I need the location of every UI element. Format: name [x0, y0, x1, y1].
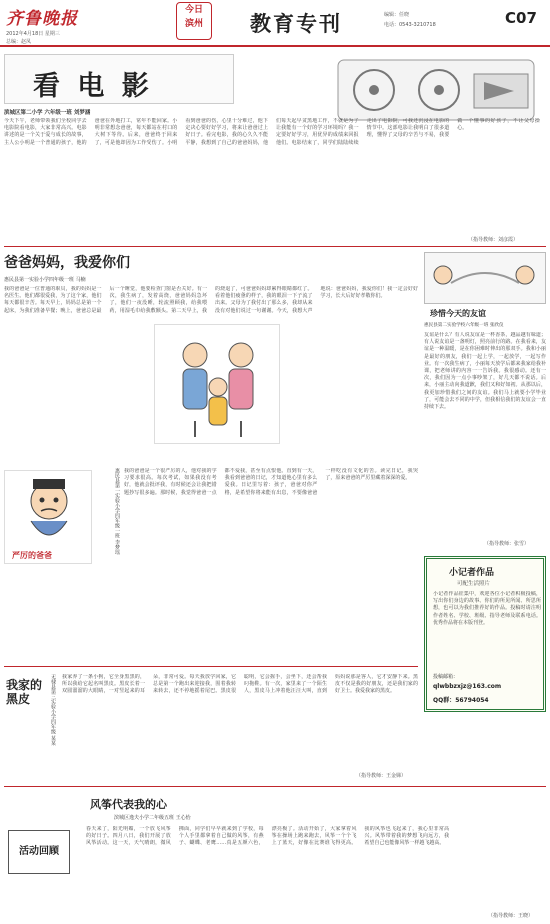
friendship-title: 珍惜今天的友谊 — [430, 309, 486, 318]
editor-right: 编辑：任晓 — [384, 12, 410, 18]
article-black-dog — [4, 670, 418, 782]
activity-review-box — [8, 830, 70, 874]
friendship-header-art — [424, 252, 546, 304]
notice-email[interactable]: qlwbbzxjz@163.com — [433, 683, 502, 690]
notice-qq: QQ群：56794054 — [433, 697, 489, 704]
kite-title: 风筝代表我的心 — [90, 798, 167, 811]
friendship-body: 友谊是什么？有人说友谊是一杯香茶，越品越有味道；有人说友谊是一盏明灯，照亮前行的路。在我看来，友谊是一种温暖，是在你困难时伸出的那双手。我和小丽是最好的朋友，我们一起上学，一起放学，一起写作业。有一次我生病了，小丽每天放学后都来我家给我补课，把老师讲的内容一一告诉我。我很感动。还有一次，我们因为一点小事吵架了，好几天都不说话。后来，小丽主动向我道歉，我们又和好如初。从那以后，我更加珍惜我们之间的友谊。我们马上就要小学毕业了，可能会去不同的中学，但我相信我们的友谊会一直持续下去。 — [424, 332, 546, 411]
strict-dad-body: 我的爸爸是一个很严厉的人，他对我的学习要求很高。每次考试，如果我没有考好，他就会批评我，有时候还会让我把错题抄写很多遍。那时候，我觉得爸爸一点都不爱我，甚至有点恨他。直到有一天，我看到爸爸的日记，才知道他心里有多么爱我。日记里写着：孩子，爸爸对你严格，是希望你将来能有出息，不要像爸爸一样吃没有文化的苦。读完日记，我哭了，原来爸爸的严厉里藏着深深的爱。 — [124, 468, 418, 496]
strict-dad-caption: 严厉的爸爸 — [12, 551, 52, 560]
friendship-column — [424, 252, 546, 552]
movie-title-box — [4, 54, 234, 104]
phone-right: 电话：0543-3210718 — [384, 22, 436, 28]
family-illustration — [154, 324, 280, 444]
paper-logo: 齐鲁晚报 — [6, 9, 78, 29]
kite-teacher-note: （指导教师：王晓） — [488, 913, 534, 919]
activity-review-label: 活动回顾 — [19, 846, 59, 857]
movie-title: 看 电 影 — [33, 71, 153, 102]
notice-title: 小记者作品 — [449, 568, 495, 578]
badge-line2: 滨州 — [184, 19, 203, 29]
dog-teacher-note: （指导教师：王金娣） — [356, 773, 407, 779]
notice-body: 小记者作品征集中，欢迎各位小记者积极投稿，写出你们身边的故事、你们的所见所闻、所思所想，也可以为我们推荐好的作品。投稿时请注明作者姓名、学校、班级、指导老师及联系电话。优秀作品将在本版刊登。 — [433, 591, 541, 626]
masthead-rule — [0, 45, 550, 47]
movie-byline: 滨城区第二小学 六年级一班 刘梦涵 — [4, 110, 91, 116]
divider-3 — [4, 786, 546, 787]
kite-byline: 滨城区逸夫小学二年级五班 王心怡 — [114, 815, 191, 821]
notice-box — [424, 556, 546, 712]
kite-body: 春天来了，阳光明媚，一个放飞风筝的好日子。四月八日，我们开展了放风筝活动。这一天，天气晴朗，微风拂面，同学们早早就来到了学校，每个人手里都拿着自己做的风筝，有燕子、蝴蝶、老鹰……真是五颜六色，漂亮极了。活动开始了，大家拿着风筝在操场上跑来跑去，风筝一个个飞上了蓝天，好像在比赛谁飞得更高。我的风筝也飞起来了，我心里非常高兴。风筝带着我的梦想飞向远方，我希望自己也能像风筝一样越飞越高。 — [86, 826, 450, 847]
strict-dad-byline: 惠民县第一实验小学四年级一班 李梦瑶 — [114, 468, 120, 555]
notice-subtitle: 可配生活照片 — [457, 581, 491, 587]
article-parents — [4, 252, 418, 662]
badge-line1: 今日 — [184, 5, 203, 15]
notice-contact-label: 投稿邮箱： — [433, 674, 459, 680]
parents-title: 爸爸妈妈，我爱你们 — [4, 255, 130, 271]
dog-body: 我家养了一条小狗，它全身黑黑的，所以我给它起名叫黑皮。黑皮长着一双圆溜溜的大眼睛，一对竖起来的耳朵，非常可爱。每天我放学回家，它总是第一个跑出来迎接我，围着我转来转去，还不停地摇着尾巴。黑皮很聪明，它会握手，会坐下，还会帮我叼拖鞋。有一次，家里来了一个陌生人，黑皮马上冲着他汪汪大叫，直到妈妈说那是客人，它才安静下来。黑皮不仅是我的好朋友，还是我们家的好卫士。我爱我家的黑皮。 — [62, 674, 418, 695]
article-watch-movie — [4, 52, 546, 242]
dog-byline: 无棣县第三实验小学四年级 某某 — [50, 674, 56, 746]
friendship-teacher-note: （指导教师：张雪） — [484, 541, 530, 547]
dog-title: 我家的黑皮 — [6, 678, 43, 706]
movie-body: 今天下午，老师带领我们全校同学去电影院看电影，大家非常高兴。电影讲述的是一个关于爱与成长的故事，主人公小明是一个普通的孩子，他的爸爸在外地打工，常年不能回家。小明非常想念爸爸，每天都站在村口的大树下等待。后来，爸爸终于回来了，可是他却因为工作受伤了。小明看到爸爸的伤，心里十分难过，他下定决心要好好学习，将来让爸爸过上好日子。看完电影，我的心久久不能平静，我想到了自己的爸爸妈妈，他们每天起早贪黑地工作，不就是为了让我能有一个好的学习环境吗？我一定要好好学习，用优异的成绩来回报他们。电影结束了，同学们陆陆续续走出了电影院，可我还沉浸在电影的情节中。这部电影让我明白了很多道理，懂得了父母的辛苦与不易，我要做一个懂事的好孩子，不让父母操心。 — [4, 118, 540, 146]
article-kite — [4, 790, 546, 920]
parents-byline: 惠民县第一实验小学四年级一班 马楠 — [4, 277, 86, 283]
divider-2 — [4, 666, 418, 667]
issue-date: 2012年4月18日 星期三 — [6, 31, 60, 37]
parents-body: 我的爸爸是一位普通的职员，我的妈妈是一名医生。他们都很爱我，为了这个家，他们每天都很辛苦。每天早上，妈妈总是第一个起床，为我们准备早餐；晚上，爸爸总是最后一个睡觉，他要检查门窗是否关好。有一次，我生病了，发着高烧，爸爸妈妈急坏了，他们一夜没睡，轮流照顾我，给我喂药，用湿毛巾给我敷额头。第二天早上，我的烧退了，可爸爸妈妈却累得眼睛都红了。看着他们疲惫的样子，我的眼泪一下子流了出来。父母为了我付出了那么多，我却从来没有对他们说过一句谢谢。今天，我想大声地说：爸爸妈妈，我爱你们！我一定会好好学习，长大后好好孝敬你们。 — [4, 286, 418, 314]
masthead — [0, 0, 550, 45]
city-badge — [176, 2, 212, 40]
page-number: C07 — [505, 9, 537, 27]
movie-teacher-note: （指导教师：刘彦霞） — [468, 237, 519, 243]
section-title: 教育专刊 — [250, 11, 342, 36]
divider-1 — [4, 246, 546, 247]
editor-line: 总编：赵凤 — [6, 39, 32, 45]
friendship-byline: 惠民县第二实验学校六年级一班 张欣仪 — [424, 323, 504, 328]
